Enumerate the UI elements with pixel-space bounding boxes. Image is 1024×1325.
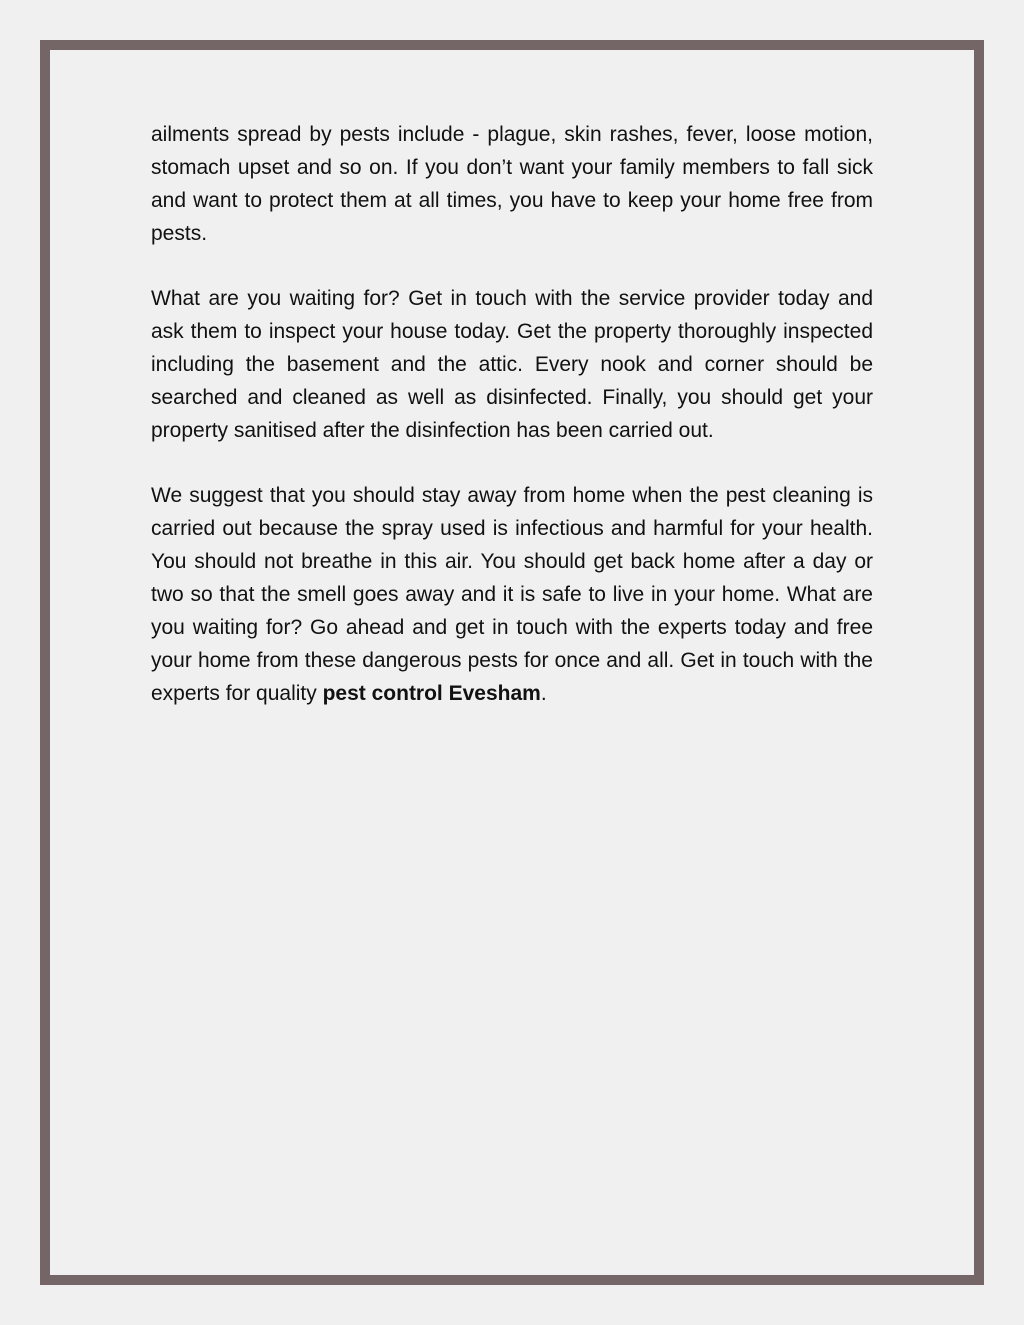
paragraph-1: ailments spread by pests include - plague, skin rashes, fever, loose motion, stomach upset and so on. If you don’t want your family members to fall sick and want to protect them at all times, you have to keep your home free from pests.	[151, 123, 873, 245]
paragraph-3	[151, 479, 873, 710]
document-body	[151, 118, 873, 710]
paragraph-3-end: .	[540, 682, 547, 705]
keyword-highlight: pest control Evesham	[322, 682, 541, 705]
paragraph-2: What are you waiting for? Get in touch with the service provider today and ask them to inspect your house today. Get the property thoroughly inspected including the basement and the attic. Every nook and corner should be searched and cleaned as well as disinfected. Finally, you should get your property sanitised after the disinfection has been carried out.	[151, 287, 873, 442]
paragraph-3-text: We suggest that you should stay away from home when the pest cleaning is carried out because the spray used is infectious and harmful for your health. You should not breathe in this air. You should get back home after a day or two so that the smell goes away and it is safe to live in your home. What are you waiting for? Go ahead and get in touch with the experts today and free your home from these dangerous pests for once and all. Get in touch with the experts for quality	[151, 484, 873, 705]
